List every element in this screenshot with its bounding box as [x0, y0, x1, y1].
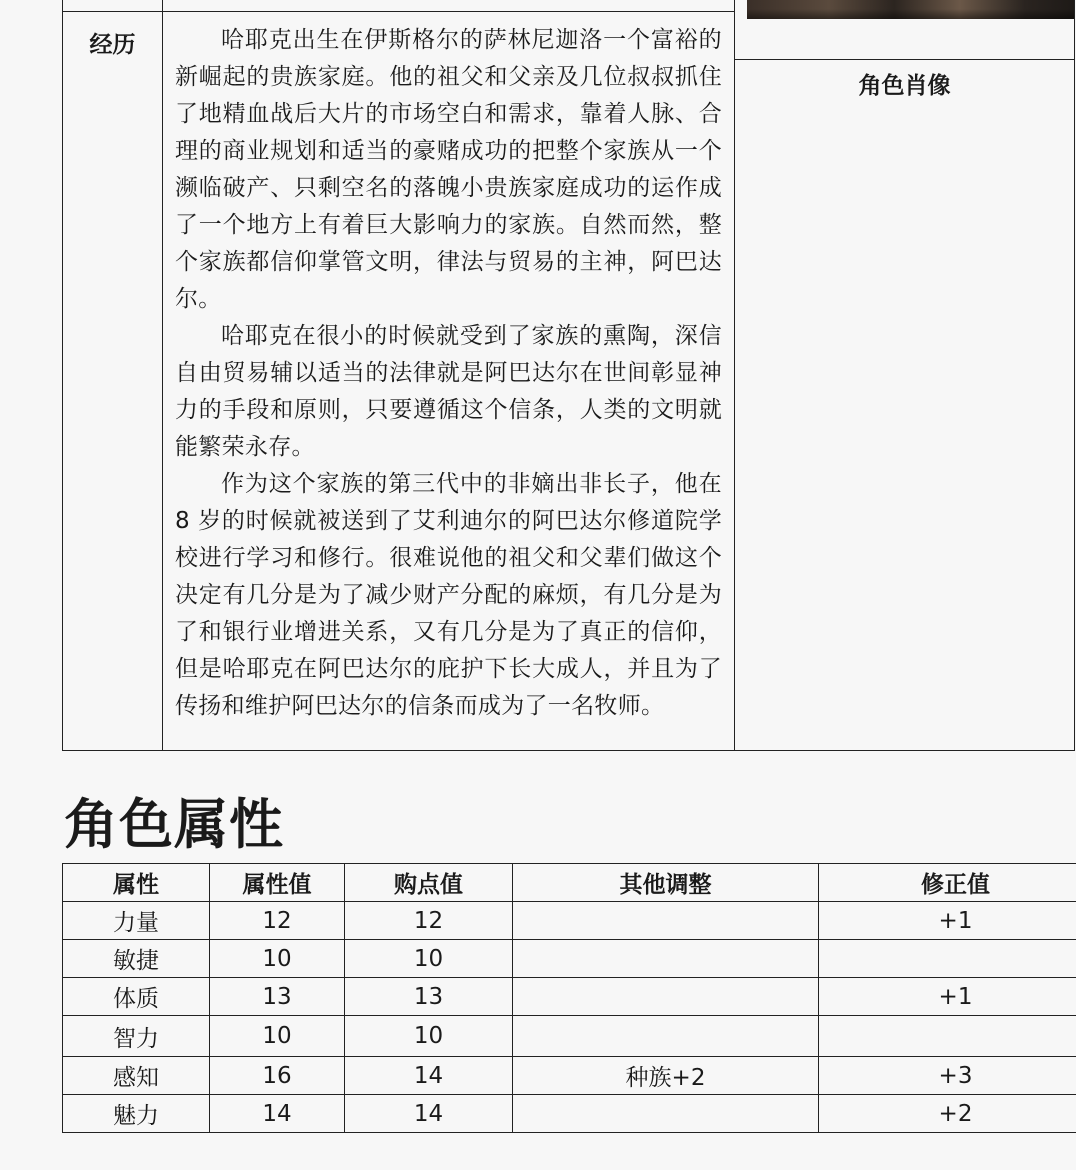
- header-attribute: 属性: [63, 864, 210, 902]
- top-row-cell: [163, 0, 735, 12]
- attribute-score: 10: [210, 1016, 345, 1057]
- attribute-other: [513, 1095, 819, 1133]
- attribute-score: 13: [210, 978, 345, 1016]
- attribute-other: [513, 902, 819, 940]
- attribute-point-buy: 14: [345, 1095, 513, 1133]
- attribute-point-buy: 13: [345, 978, 513, 1016]
- header-other-adjustments: 其他调整: [513, 864, 819, 902]
- attribute-other: 种族+2: [513, 1057, 819, 1095]
- attribute-point-buy: 10: [345, 1016, 513, 1057]
- attribute-name: 力量: [63, 902, 210, 940]
- attribute-modifier: +2: [819, 1095, 1076, 1133]
- portrait-divider: [735, 59, 1074, 60]
- table-row: [63, 902, 1076, 940]
- background-paragraph: 哈耶克出生在伊斯格尔的萨林尼迦洛一个富裕的新崛起的贵族家庭。他的祖父和父亲及几位叔叔抓住了地精血战后大片的市场空白和需求，靠着人脉、合理的商业规划和适当的豪赌成功的把整个家族从一个濒临破产、只剩空名的落魄小贵族家庭成功的运作成了一个地方上有着巨大影响力的家族。自然而然，整个家族都信仰掌管文明，律法与贸易的主神，阿巴达尔。: [175, 27, 722, 312]
- background-label: 经历: [63, 12, 163, 751]
- attributes-table: [62, 863, 1076, 1133]
- header-point-buy: 购点值: [345, 864, 513, 902]
- attribute-other: [513, 1016, 819, 1057]
- attribute-score: 12: [210, 902, 345, 940]
- background-table: [62, 0, 1075, 751]
- table-row: [63, 1095, 1076, 1133]
- attribute-modifier: +1: [819, 902, 1076, 940]
- header-score: 属性值: [210, 864, 345, 902]
- attribute-modifier: [819, 1016, 1076, 1057]
- portrait-label: 角色肖像: [858, 73, 951, 99]
- attribute-name: 感知: [63, 1057, 210, 1095]
- table-row: [63, 978, 1076, 1016]
- attribute-score: 16: [210, 1057, 345, 1095]
- attribute-modifier: +1: [819, 978, 1076, 1016]
- attribute-point-buy: 10: [345, 940, 513, 978]
- header-modifier: 修正值: [819, 864, 1076, 902]
- attribute-point-buy: 12: [345, 902, 513, 940]
- table-row: [63, 1057, 1076, 1095]
- attribute-modifier: [819, 940, 1076, 978]
- background-paragraph: 哈耶克在很小的时候就受到了家族的熏陶，深信自由贸易辅以适当的法律就是阿巴达尔在世间彰显神力的手段和原则，只要遵循这个信条，人类的文明就能繁荣永存。: [175, 323, 722, 460]
- table-top-row: [63, 0, 1075, 12]
- portrait-image: [747, 0, 1074, 19]
- background-paragraph: 作为这个家族的第三代中的非嫡出非长子，他在 8 岁的时候就被送到了艾利迪尔的阿巴达尔修道院学校进行学习和修行。很难说他的祖父和父辈们做这个决定有几分是为了减少财产分配的麻烦，有几分是为了和银行业增进关系，又有几分是为了真正的信仰，但是哈耶克在阿巴达尔的庇护下长大成人，并且为了传扬和维护阿巴达尔的信条而成为了一名牧师。: [175, 471, 722, 719]
- background-text: [163, 12, 735, 751]
- attributes-section-title: 角色属性: [64, 793, 284, 856]
- attribute-name: 体质: [63, 978, 210, 1016]
- attribute-score: 10: [210, 940, 345, 978]
- table-row: [63, 1016, 1076, 1057]
- attributes-header-row: [63, 864, 1076, 902]
- attribute-name: 智力: [63, 1016, 210, 1057]
- attribute-other: [513, 978, 819, 1016]
- portrait-cell: [735, 0, 1075, 751]
- attribute-name: 魅力: [63, 1095, 210, 1133]
- attribute-score: 14: [210, 1095, 345, 1133]
- attribute-modifier: +3: [819, 1057, 1076, 1095]
- attribute-other: [513, 940, 819, 978]
- top-row-cell: [63, 0, 163, 12]
- attribute-point-buy: 14: [345, 1057, 513, 1095]
- table-row: [63, 940, 1076, 978]
- attribute-name: 敏捷: [63, 940, 210, 978]
